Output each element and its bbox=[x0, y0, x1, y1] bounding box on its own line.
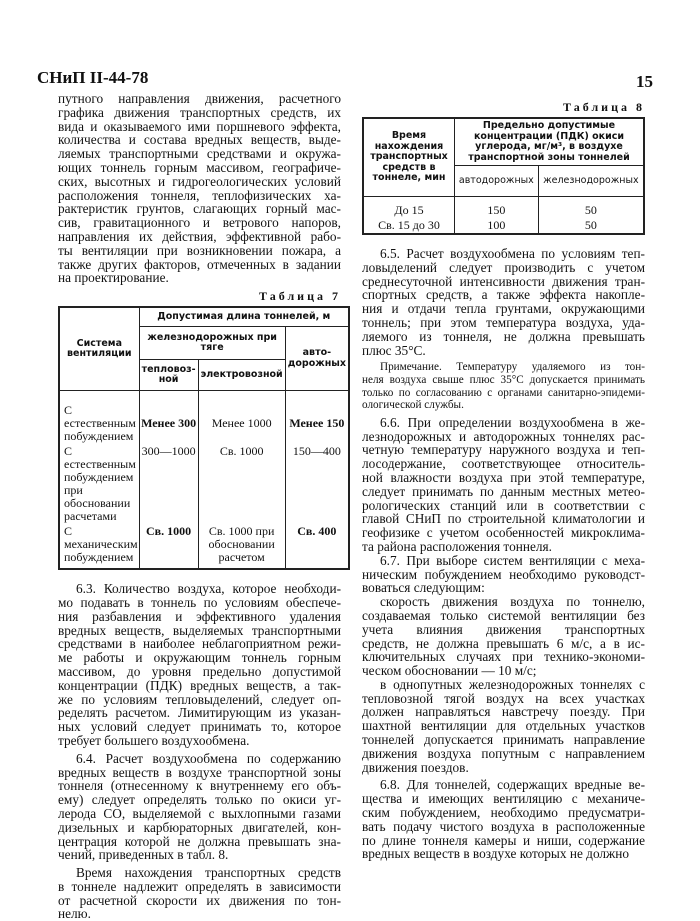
text-line: в тоннеле надлежит определять в зависимости bbox=[58, 878, 341, 894]
header-pdk: Предельно допустимые концентрации (ПДК) окиси углерода, мг/м³, в воздухе транспортной зоны тоннелей bbox=[455, 118, 645, 166]
text-line: вида и оказываемого ими поршневого эффекта, bbox=[58, 118, 341, 134]
header-road: авто-дорожных bbox=[285, 327, 349, 391]
text-line: создаваемая только системой вентиляции без bbox=[362, 607, 645, 623]
text-line: должен направляться навстречу поезду. При bbox=[362, 704, 645, 720]
text-line: только по согласованию с органами санитарно-эпидеми- bbox=[362, 386, 645, 399]
text-line: ловыделений следует производить с учетом bbox=[362, 259, 645, 275]
paragraph-6-5 bbox=[362, 247, 645, 357]
header-rail: железнодорожных при тяге bbox=[139, 327, 285, 360]
text-line: скорость движения воздуха по тоннелю, bbox=[380, 594, 645, 610]
text-line: количества и состава вредных веществ, выде- bbox=[58, 132, 341, 148]
table-caption: Таблица 8 bbox=[563, 100, 645, 114]
header-system: Система вентиляции bbox=[59, 307, 139, 391]
text-line: также других факторов, отмеченных в задании bbox=[58, 256, 341, 272]
text-line: ния разбавления и эффективного удаления bbox=[58, 608, 341, 624]
table-row bbox=[59, 524, 349, 569]
table-8 bbox=[362, 117, 645, 235]
table-row bbox=[363, 218, 644, 234]
text-line: ских, высотных и гидрогеологических условий bbox=[58, 173, 341, 189]
cell-electric: Менее 1000 bbox=[198, 403, 285, 444]
text-line: массивом, до уровня предельно допустимой bbox=[58, 663, 341, 679]
text-line: шахтной вентиляции для отдельных участков bbox=[362, 718, 645, 734]
text-line: четную температуру наружного воздуха и теп- bbox=[362, 442, 645, 458]
text-line: тоннеля (отнесенному к внутреннему его объ- bbox=[58, 778, 341, 794]
left-column bbox=[58, 91, 346, 921]
cell-system: С естественным побуждением bbox=[59, 403, 139, 444]
text-line: требует большего воздухообмена. bbox=[58, 732, 250, 748]
text-line: среднесуточной интенсивности движения тран- bbox=[362, 273, 645, 289]
cell-system: С механическим побуждением bbox=[59, 524, 139, 569]
cell-road: 100 bbox=[455, 218, 539, 234]
text-line: средств, не должна превышать 6 м/с, а в ис- bbox=[362, 635, 645, 651]
document-title: СНиП II-44-78 bbox=[37, 68, 149, 87]
cell-diesel: Св. 1000 bbox=[139, 524, 198, 569]
text-line: ляемого из тоннеля, не должна превышать bbox=[362, 328, 645, 344]
text-line: ническим побуждением необходимо руководст- bbox=[362, 566, 645, 582]
text-line: ческом обосновании — 10 м/с; bbox=[362, 663, 537, 679]
header-rail: железнодорожных bbox=[538, 166, 644, 197]
header-road: автодорожных bbox=[455, 166, 539, 197]
text-line: лерода СО, выделяемой с выхлопными газами bbox=[58, 805, 341, 821]
paragraph-6-8 bbox=[362, 778, 645, 861]
text-line: 6.7. При выборе систем вентиляции с меха- bbox=[380, 552, 645, 568]
text-line: путного направления движения, расчетного bbox=[58, 91, 341, 106]
text-line: по длине тоннеля камеры и ниши, содержание bbox=[362, 832, 645, 848]
text-line: щества и имеющих вентиляцию с механиче- bbox=[362, 791, 645, 807]
text-line: вредных веществ, выделяемых транспортными bbox=[58, 622, 341, 638]
text-line: ющих тоннель горным массивом, географиче- bbox=[58, 159, 341, 175]
table-row bbox=[59, 444, 349, 524]
cell-road: 150—400 bbox=[285, 444, 349, 524]
text-line: ной влажности воздуха при этой температуре, bbox=[362, 469, 645, 485]
paragraph-6-3 bbox=[58, 582, 341, 748]
text-line: ему) следует определять только по окиси уг- bbox=[58, 792, 341, 808]
header-electric: электровозной bbox=[198, 360, 285, 391]
text-line: следует принимать по данным местных метео- bbox=[362, 483, 645, 499]
text-line: Примечание. Температуру удаляемого из тон- bbox=[380, 361, 645, 374]
text-line: рактеристик грунтов, слагающих горный мас- bbox=[58, 201, 341, 217]
text-line: ологической службы. bbox=[362, 399, 464, 412]
cell-system: С естественным побуждением при обосновании расчетами bbox=[59, 444, 139, 524]
text-line: вредных веществ в воздухе транспортной зоны bbox=[58, 764, 341, 780]
text-line: вать подачу чистого воздуха в расположенные bbox=[362, 818, 645, 834]
cell-road: Св. 400 bbox=[285, 524, 349, 569]
cell-rail: 50 bbox=[538, 218, 644, 234]
text-line: неля воздуха свыше плюс 35°С допускается принимать bbox=[362, 373, 645, 386]
paragraph-6-7 bbox=[362, 554, 645, 595]
cell-diesel: 300—1000 bbox=[139, 444, 198, 524]
cell-rail: 50 bbox=[538, 203, 644, 218]
text-line: дизельных и карбюраторных двигателей, кон- bbox=[58, 819, 341, 835]
cell-diesel: Менее 300 bbox=[139, 403, 198, 444]
paragraph-6-4 bbox=[58, 752, 341, 862]
text-line: 6.5. Расчет воздухообмена по условиям теп- bbox=[380, 246, 645, 261]
text-line: ме работы и окружающим тоннель горным bbox=[58, 650, 341, 666]
cell-time: Св. 15 до 30 bbox=[363, 218, 455, 234]
text-line: же по условиям тепловыделений, следует оп- bbox=[58, 691, 341, 707]
text-line: средствами в наиболее неблагоприятном режи- bbox=[58, 636, 341, 652]
text-line: расположения тоннеля, теплофизических ха- bbox=[58, 187, 341, 203]
note bbox=[362, 361, 645, 411]
text-line: ты вентиляции при возникновении пожара, а bbox=[58, 242, 341, 258]
text-line: центрация которой не должна превышать зна- bbox=[58, 833, 341, 849]
text-line: Время нахождения транспортных средств bbox=[76, 865, 341, 881]
text-line: направления их действия, эффективной рабо- bbox=[58, 228, 341, 244]
text-line: сив, гравитационного и ветрового напоров, bbox=[58, 215, 341, 231]
text-line: нелю. bbox=[58, 906, 91, 921]
cell-road: Менее 150 bbox=[285, 403, 349, 444]
text-line: 6.8. Для тоннелей, содержащих вредные ве- bbox=[380, 777, 645, 793]
text-line: тоннель; при этом температура воздуха, уда- bbox=[362, 314, 645, 330]
text-line: 6.6. При определении воздухообмена в же- bbox=[380, 414, 645, 430]
text-line: главой СНиП по строительной климатологии и bbox=[362, 511, 645, 527]
list-item bbox=[362, 678, 645, 775]
table-row bbox=[59, 403, 349, 444]
text-line: плюс 35°С. bbox=[362, 342, 426, 358]
table-caption: Таблица 7 bbox=[259, 289, 341, 304]
text-line: на проектирование. bbox=[58, 270, 169, 286]
text-line: ределять расчетом. Лимитирующим из указан- bbox=[58, 705, 341, 721]
text-line: ных условий следует принимать то, которое bbox=[58, 719, 341, 735]
text-line: тоннелей допускается принимать направление bbox=[362, 732, 645, 748]
text-line: чений, приведенных в табл. 8. bbox=[58, 847, 229, 863]
paragraph-6-6 bbox=[362, 416, 645, 554]
text-line: воваться следующим: bbox=[362, 580, 485, 596]
text-line: 6.3. Количество воздуха, которое необходи- bbox=[76, 581, 341, 597]
text-line: мо подавать в тоннель по условиям обеспече- bbox=[58, 594, 341, 610]
text-line: 6.4. Расчет воздухообмена по содержанию bbox=[76, 750, 341, 766]
header-length: Допустимая длина тоннелей, м bbox=[139, 307, 349, 327]
text-line: та района расположения тоннеля. bbox=[362, 538, 552, 554]
text-line: геофизике с учетом особенностей микроклима- bbox=[362, 525, 645, 541]
text-line: тепловозной тягой воздух на всех участках bbox=[362, 690, 645, 706]
text-line: концентрации (ПДК) вредных веществ, а так- bbox=[58, 677, 341, 693]
header-diesel: тепловоз-ной bbox=[139, 360, 198, 391]
text-line: графика движения транспортных средств, их bbox=[58, 104, 341, 120]
table-row bbox=[363, 203, 644, 218]
text-line: ния и отдачи тепла грунтами, окружающими bbox=[362, 301, 645, 317]
table-7 bbox=[58, 306, 350, 570]
page-number: 15 bbox=[636, 72, 653, 91]
header-time: Время нахождения транспортных средств в тоннеле, мин bbox=[363, 118, 455, 197]
text-line: лезнодорожных и автодорожных тоннелях рас- bbox=[362, 428, 645, 444]
text-line: ским побуждением, необходимо предусматри- bbox=[362, 805, 645, 821]
text-line: рологических станций или в соответствии с bbox=[362, 497, 645, 513]
text-line: ляемых транспортными средствами и окружа- bbox=[58, 146, 341, 162]
text-line: в однопутных железнодорожных тоннелях с bbox=[380, 676, 645, 692]
text-line: спортных средств, а также эффекта накопле- bbox=[362, 287, 645, 303]
text-line: лосодержание, соответствующее относитель- bbox=[362, 456, 645, 472]
text-line: вредных веществ в воздухе которых не должно bbox=[362, 846, 630, 862]
text-line: учета влияния движения транспортных bbox=[362, 621, 645, 637]
cell-time: До 15 bbox=[363, 203, 455, 218]
text-line: от расчетной скорости их движения по тон- bbox=[58, 892, 341, 908]
right-column bbox=[362, 100, 645, 861]
cell-electric: Св. 1000 при обосновании расчетом bbox=[198, 524, 285, 569]
paragraph bbox=[58, 866, 341, 921]
text-line: ключительных случаях при технико-экономи- bbox=[362, 649, 645, 665]
list-item bbox=[362, 595, 645, 678]
text-line: движения поездов. bbox=[362, 759, 469, 775]
paragraph bbox=[58, 92, 341, 285]
cell-road: 150 bbox=[455, 203, 539, 218]
cell-electric: Св. 1000 bbox=[198, 444, 285, 524]
text-line: движения воздуха попутным с направлением bbox=[362, 745, 645, 761]
